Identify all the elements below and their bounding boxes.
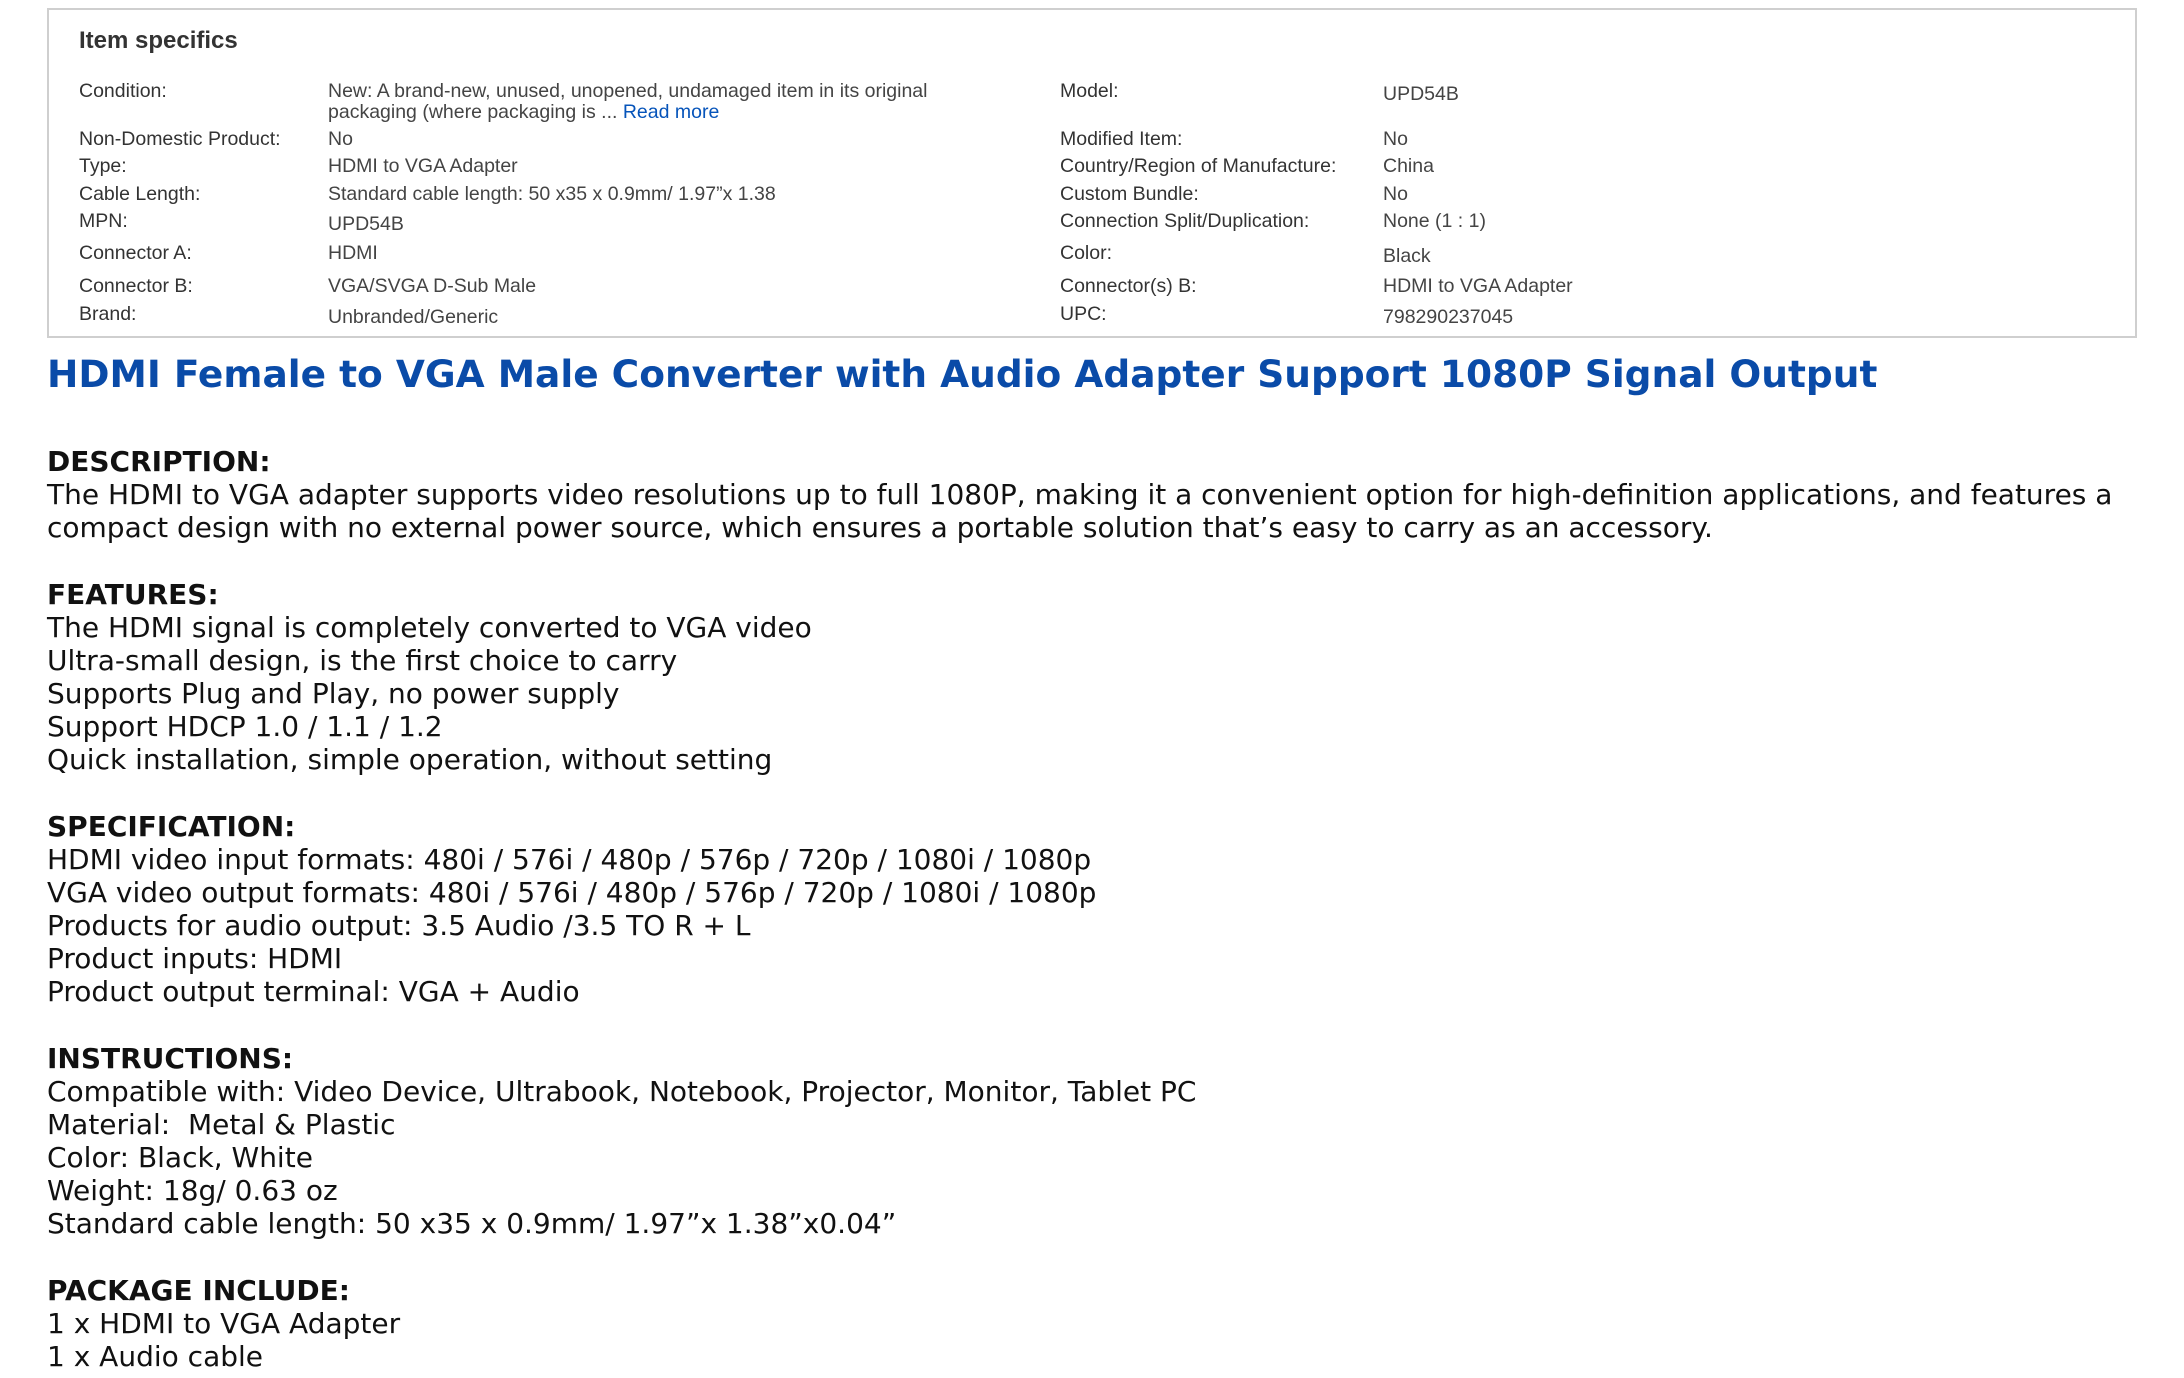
spec-value-non-domestic: No <box>328 128 353 150</box>
spec-label-mpn: MPN: <box>79 210 128 232</box>
spec-value-condition: New: A brand-new, unused, unopened, undamaged item in its original <box>328 80 928 102</box>
specification-item: Product output terminal: VGA + Audio <box>47 975 580 1008</box>
description-section <box>47 445 2147 544</box>
package-section <box>47 1274 2147 1373</box>
feature-item: The HDMI signal is completely converted to VGA video <box>47 611 812 644</box>
product-title: HDMI Female to VGA Male Converter with Audio Adapter Support 1080P Signal Output <box>47 352 1878 396</box>
spec-label-non-domestic: Non-Domestic Product: <box>79 128 281 150</box>
features-section <box>47 578 2147 776</box>
spec-label-cable-length: Cable Length: <box>79 183 201 205</box>
spec-label-condition: Condition: <box>79 80 167 102</box>
spec-value-condition-cont <box>328 102 719 123</box>
spec-label-connector-b: Connector B: <box>79 275 193 297</box>
item-specifics-title: Item specifics <box>79 27 238 54</box>
spec-value-color: Black <box>1383 245 1431 267</box>
feature-item: Support HDCP 1.0 / 1.1 / 1.2 <box>47 710 443 743</box>
spec-label-country: Country/Region of Manufacture: <box>1060 155 1337 177</box>
spec-value-upc: 798290237045 <box>1383 306 1514 328</box>
instruction-item: Color: Black, White <box>47 1141 313 1174</box>
spec-label-connection-split: Connection Split/Duplication: <box>1060 210 1310 232</box>
package-item: 1 x HDMI to VGA Adapter <box>47 1307 401 1340</box>
description-line: compact design with no external power source, which ensures a portable solution that’s easy to carry as an accessory. <box>47 511 1713 544</box>
spec-label-model: Model: <box>1060 80 1119 102</box>
instructions-section <box>47 1042 2147 1240</box>
spec-label-modified-item: Modified Item: <box>1060 128 1183 150</box>
spec-value-modified-item: No <box>1383 128 1408 150</box>
spec-value-connection-split: None (1 : 1) <box>1383 210 1486 232</box>
condition-truncated-text: packaging (where packaging is ... <box>328 101 618 123</box>
instruction-item: Compatible with: Video Device, Ultrabook, Notebook, Projector, Monitor, Tablet PC <box>47 1075 1197 1108</box>
feature-item: Supports Plug and Play, no power supply <box>47 677 620 710</box>
features-heading: FEATURES: <box>47 578 219 611</box>
spec-label-type: Type: <box>79 155 127 177</box>
spec-value-connectors-b: HDMI to VGA Adapter <box>1383 275 1573 297</box>
spec-label-custom-bundle: Custom Bundle: <box>1060 183 1199 205</box>
specification-item: Products for audio output: 3.5 Audio /3.5 TO R + L <box>47 909 751 942</box>
item-specifics-panel <box>47 8 2137 338</box>
specification-item: VGA video output formats: 480i / 576i / 480p / 576p / 720p / 1080i / 1080p <box>47 876 1097 909</box>
spec-value-connector-a: HDMI <box>328 242 378 264</box>
feature-item: Quick installation, simple operation, without setting <box>47 743 773 776</box>
description-heading: DESCRIPTION: <box>47 445 271 478</box>
feature-item: Ultra-small design, is the first choice to carry <box>47 644 678 677</box>
spec-label-color: Color: <box>1060 242 1113 264</box>
spec-label-upc: UPC: <box>1060 303 1107 325</box>
spec-value-type: HDMI to VGA Adapter <box>328 155 518 177</box>
package-heading: PACKAGE INCLUDE: <box>47 1274 350 1307</box>
specification-item: Product inputs: HDMI <box>47 942 343 975</box>
instruction-item: Weight: 18g/ 0.63 oz <box>47 1174 338 1207</box>
read-more-link[interactable]: Read more <box>622 101 720 123</box>
package-item: 1 x Audio cable <box>47 1340 264 1373</box>
description-line: The HDMI to VGA adapter supports video resolutions up to full 1080P, making it a convenient option for high-definition applications, and features a <box>47 478 2113 511</box>
spec-label-brand: Brand: <box>79 303 137 325</box>
spec-value-model: UPD54B <box>1383 83 1459 105</box>
spec-value-brand: Unbranded/Generic <box>328 306 499 328</box>
instruction-item: Standard cable length: 50 x35 x 0.9mm/ 1.97”x 1.38”x0.04” <box>47 1207 897 1240</box>
spec-label-connector-a: Connector A: <box>79 242 192 264</box>
specification-section <box>47 810 2147 1008</box>
spec-value-mpn: UPD54B <box>328 213 404 235</box>
instructions-heading: INSTRUCTIONS: <box>47 1042 294 1075</box>
spec-value-country: China <box>1383 155 1434 177</box>
spec-value-cable-length: Standard cable length: 50 x35 x 0.9mm/ 1.97”x 1.38 <box>328 183 776 205</box>
spec-value-connector-b: VGA/SVGA D-Sub Male <box>328 275 537 297</box>
specification-item: HDMI video input formats: 480i / 576i / 480p / 576p / 720p / 1080i / 1080p <box>47 843 1092 876</box>
spec-label-connectors-b: Connector(s) B: <box>1060 275 1197 297</box>
specification-heading: SPECIFICATION: <box>47 810 296 843</box>
instruction-item: Material: Metal & Plastic <box>47 1108 396 1141</box>
spec-value-custom-bundle: No <box>1383 183 1408 205</box>
